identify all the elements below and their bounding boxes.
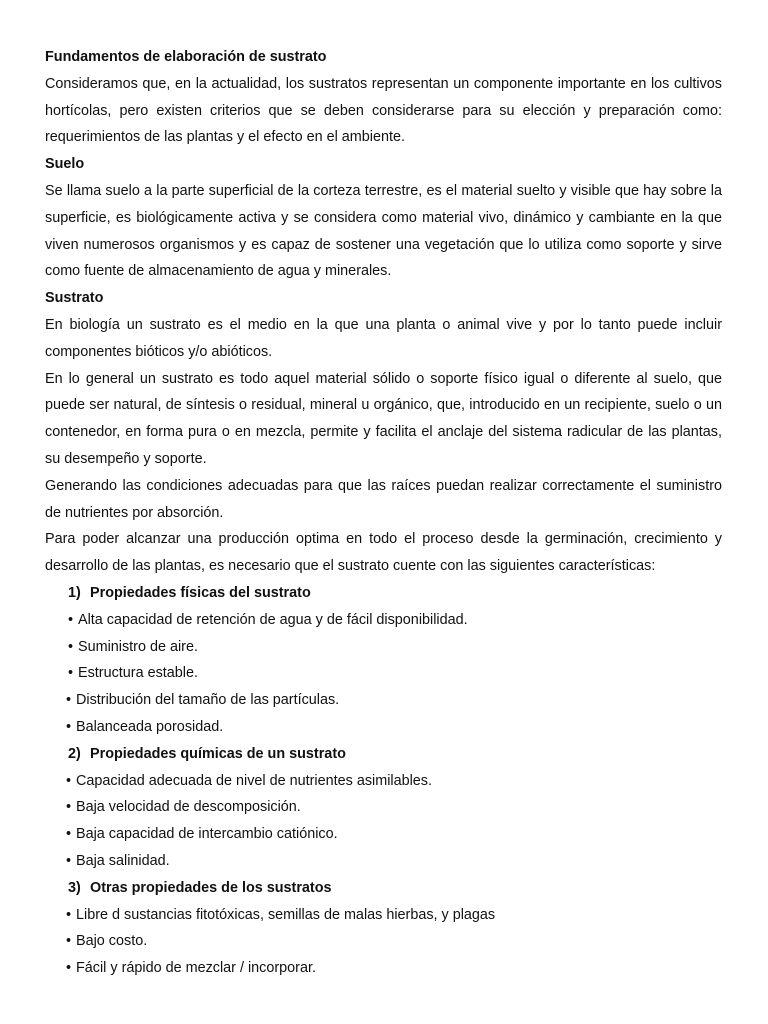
bullet-icon: • [68,665,74,682]
bullet-icon: • [66,933,72,950]
intro-paragraph: Consideramos que, en la actualidad, los sustratos representan un componente importante en los cultivos hortícolas, pero existen criterios que se deben considerarse para su elección y preparación como: requerimientos de las plantas y el efecto en el ambiente. [45,75,722,146]
sustrato-heading: Sustrato [45,290,104,307]
list-item-text: Capacidad adecuada de nivel de nutrientes asimilables. [76,772,432,789]
list-item [45,634,722,661]
list-item [45,687,722,714]
list-item-text: Bajo costo. [76,933,148,950]
list-item [45,928,722,955]
bullet-icon: • [68,611,74,628]
list-item [45,607,722,634]
sustrato-paragraph-1: En biología un sustrato es el medio en la que una planta o animal vive y por lo tanto puede incluir componentes bióticos y/o abióticos. [45,316,722,360]
list-item [45,660,722,687]
bullet-list-quimicas [45,768,722,875]
section-title-text: Propiedades químicas de un sustrato [90,745,346,762]
list-item [45,955,722,982]
section-number: 1) [68,584,81,601]
bullet-icon: • [66,692,72,709]
bullet-icon: • [66,960,72,977]
list-item [45,794,722,821]
section-number: 3) [68,879,81,896]
list-item [45,821,722,848]
section-title-text: Propiedades físicas del sustrato [90,584,311,601]
document-title: Fundamentos de elaboración de sustrato [45,49,327,65]
bullet-icon: • [66,718,72,735]
bullet-list-fisicas [45,607,722,687]
list-item-text: Baja velocidad de descomposición. [76,799,301,816]
bullet-list-fisicas-cont [45,687,722,741]
list-item-text: Baja salinidad. [76,852,170,869]
bullet-icon: • [66,799,72,816]
list-item-text: Alta capacidad de retención de agua y de fácil disponibilidad. [78,611,468,628]
list-item-text: Suministro de aire. [78,638,198,655]
list-item-text: Estructura estable. [78,665,198,682]
list-item [45,848,722,875]
list-item-text: Distribución del tamaño de las partículas. [76,692,340,709]
bullet-icon: • [66,906,72,923]
list-item [45,902,722,929]
list-item [45,714,722,741]
list-item-text: Balanceada porosidad. [76,718,224,735]
section-title-text: Otras propiedades de los sustratos [90,879,332,896]
sustrato-paragraph-4: Para poder alcanzar una producción optima en todo el proceso desde la germinación, crecimiento y desarrollo de las plantas, es necesario que el sustrato cuente con las siguientes características: [45,531,722,575]
suelo-heading: Suelo [45,156,85,173]
bullet-icon: • [68,638,74,655]
bullet-icon: • [66,852,72,869]
bullet-list-otras [45,902,722,982]
sustrato-paragraph-3: Generando las condiciones adecuadas para que las raíces puedan realizar correctamente el suministro de nutrientes por absorción. [45,477,722,521]
list-item-text: Libre d sustancias fitotóxicas, semillas de malas hierbas, y plagas [76,906,496,923]
bullet-icon: • [66,826,72,843]
list-item [45,768,722,795]
list-item-text: Baja capacidad de intercambio catiónico. [76,826,338,843]
section-title-quimicas [45,741,722,768]
section-number: 2) [68,745,81,762]
section-title-fisicas [45,580,722,607]
bullet-icon: • [66,772,72,789]
suelo-paragraph: Se llama suelo a la parte superficial de la corteza terrestre, es el material suelto y visible que hay sobre la superficie, es biológicamente activa y se considera como material vivo, dinámico y cambiante en la que viven numerosos organismos y es capaz de sostener una vegetación que lo utiliza como soporte y sirve como fuente de almacenamiento de agua y minerales. [45,182,722,280]
sustrato-paragraph-2: En lo general un sustrato es todo aquel material sólido o soporte físico igual o diferente al suelo, que puede ser natural, de síntesis o residual, mineral u orgánico, que, introducido en un recipiente, suelo o un contenedor, en forma pura o en mezcla, permite y facilita el anclaje del sistema radicular de las plantas, su desempeño y soporte. [45,370,722,467]
section-title-otras [45,875,722,902]
list-item-text: Fácil y rápido de mezclar / incorporar. [76,960,316,977]
